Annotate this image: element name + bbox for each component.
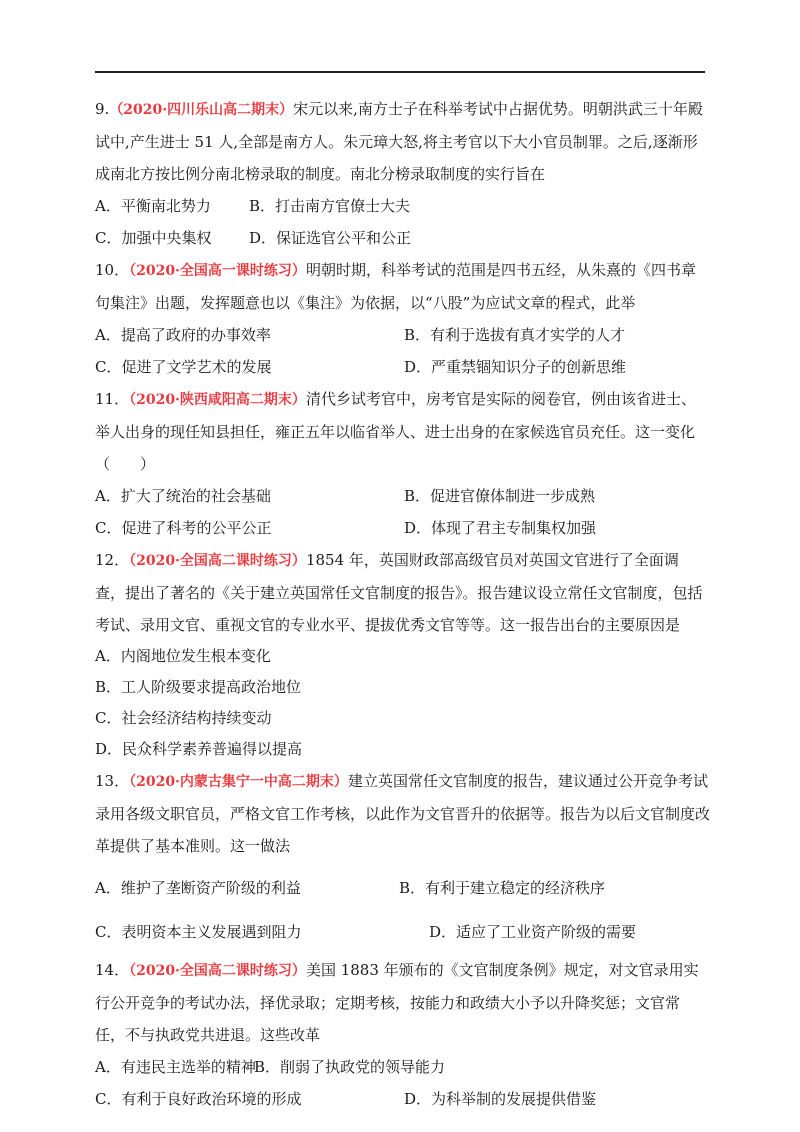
question-text: 明朝时期，科举考试的范围是四书五经，从朱熹的《四书章句集注》出题，发挥题意也以《集注》为依据，以“八股”为应试文章的程式，此举 [95,261,696,312]
option-row [95,319,707,351]
question-9 [95,93,707,254]
option-d[interactable]: D．民众科学素养普遍得以提高 [95,740,303,758]
option-b[interactable]: B．促进官僚体制进一步成熟 [404,487,596,505]
question-text: 美国 1883 年颁布的《文官制度条例》规定，对文官录用实行公开竞争的考试办法，择优录取；定期考核，按能力和政绩大小予以升降奖惩；文官常任，不与执政党共进退。这些改革 [95,961,699,1044]
option-a[interactable]: A．平衡南北势力 [95,197,211,215]
question-stem [95,93,707,190]
question-number: 11． [95,390,130,408]
question-number: 13． [95,772,130,790]
option-a[interactable]: A．维护了垄断资产阶级的利益 [95,879,301,897]
option-b[interactable]: B．有利于选拔有真才实学的人才 [404,326,626,344]
option-a[interactable]: A．内阁地位发生根本变化 [95,647,271,665]
question-text: 1854 年，英国财政部高级官员对英国文官进行了全面调查，提出了著名的《关于建立英国常任文官制度的报告》。报告建议设立常任文官制度，包括考试、录用文官、重视文官的专业水平、提拔优秀文官等等。这一报告出台的主要原因是 [95,551,703,634]
question-number: 10． [95,261,130,279]
question-stem [95,954,707,1051]
option-b[interactable]: B．有利于建立稳定的经济秩序 [399,879,606,897]
question-text: 清代乡试考官中，房考官是实际的阅卷官，例由该省进士、举人出身的现任知县担任，雍正五年以临省举人、进士出身的在家候选官员充任。这一变化（ ） [95,390,696,473]
question-number: 14． [95,961,130,979]
option-c[interactable]: C．有利于良好政治环境的形成 [95,1090,302,1108]
question-12 [95,544,707,765]
question-source: （2020·全国高二课时练习） [129,553,306,569]
option-a[interactable]: A．有违民主选举的精神 [95,1058,256,1076]
question-text: 建立英国常任文官制度的报告，建议通过公开竞争考试录用各级文职官员，严格文官工作考核，以此作为文官晋升的依据等。报告为以后文官制度改革提供了基本准则。这一做法 [95,772,711,855]
option-c[interactable]: C．社会经济结构持续变动 [95,709,272,727]
question-source: （2020·内蒙古集宁一中高二期末） [129,774,348,790]
option-row [95,866,715,910]
option-c[interactable]: C．加强中央集权 [95,229,212,247]
question-source: （2020·四川乐山高二期末） [109,102,294,118]
option-c[interactable]: C．促进了文学艺术的发展 [95,358,272,376]
question-number: 9. [95,100,110,118]
option-d[interactable]: D．为科举制的发展提供借鉴 [404,1090,597,1108]
option-row [95,1051,707,1083]
option-a[interactable]: A．提高了政府的办事效率 [95,326,271,344]
option-d[interactable]: D．严重禁锢知识分子的创新思维 [404,358,627,376]
question-11 [95,383,707,544]
question-stem [95,544,707,641]
question-number: 12． [95,551,130,569]
header-rule [95,71,705,73]
question-10 [95,254,707,383]
question-stem [95,383,707,480]
option-b[interactable]: B．削弱了执政党的领导能力 [254,1058,446,1076]
question-14 [95,954,707,1115]
question-13 [95,765,715,954]
option-row [95,222,707,254]
question-source: （2020·全国高二课时练习） [129,963,306,979]
option-d[interactable]: D．保证选官公平和公正 [249,229,412,247]
option-c[interactable]: C．促进了科考的公平公正 [95,519,272,537]
question-source: （2020·全国高一课时练习） [129,263,306,279]
option-b[interactable]: B．打击南方官僚士大夫 [249,197,411,215]
option-row [95,512,707,544]
option-row [95,910,715,954]
option-row [95,1083,707,1115]
question-stem [95,254,707,319]
option-row [95,480,707,512]
question-list [95,93,720,1115]
option-d[interactable]: D．适应了工业资产阶级的需要 [429,923,637,941]
question-text: 宋元以来,南方士子在科举考试中占据优势。明朝洪武三十年殿试中,产生进士 51 人,全部是南方人。朱元璋大怒,将主考官以下大小官员制罪。之后,逐渐形成南北方按比例分南北榜录取的制度。南北分榜录取制度的实行旨在 [95,100,703,183]
option-d[interactable]: D．体现了君主专制集权加强 [404,519,597,537]
option-row [95,190,707,222]
question-source: （2020·陕西咸阳高二期末） [129,392,306,408]
option-b[interactable]: B．工人阶级要求提高政治地位 [95,678,302,696]
question-stem [95,765,715,862]
option-c[interactable]: C．表明资本主义发展遇到阻力 [95,923,302,941]
option-a[interactable]: A．扩大了统治的社会基础 [95,487,271,505]
option-row [95,351,707,383]
